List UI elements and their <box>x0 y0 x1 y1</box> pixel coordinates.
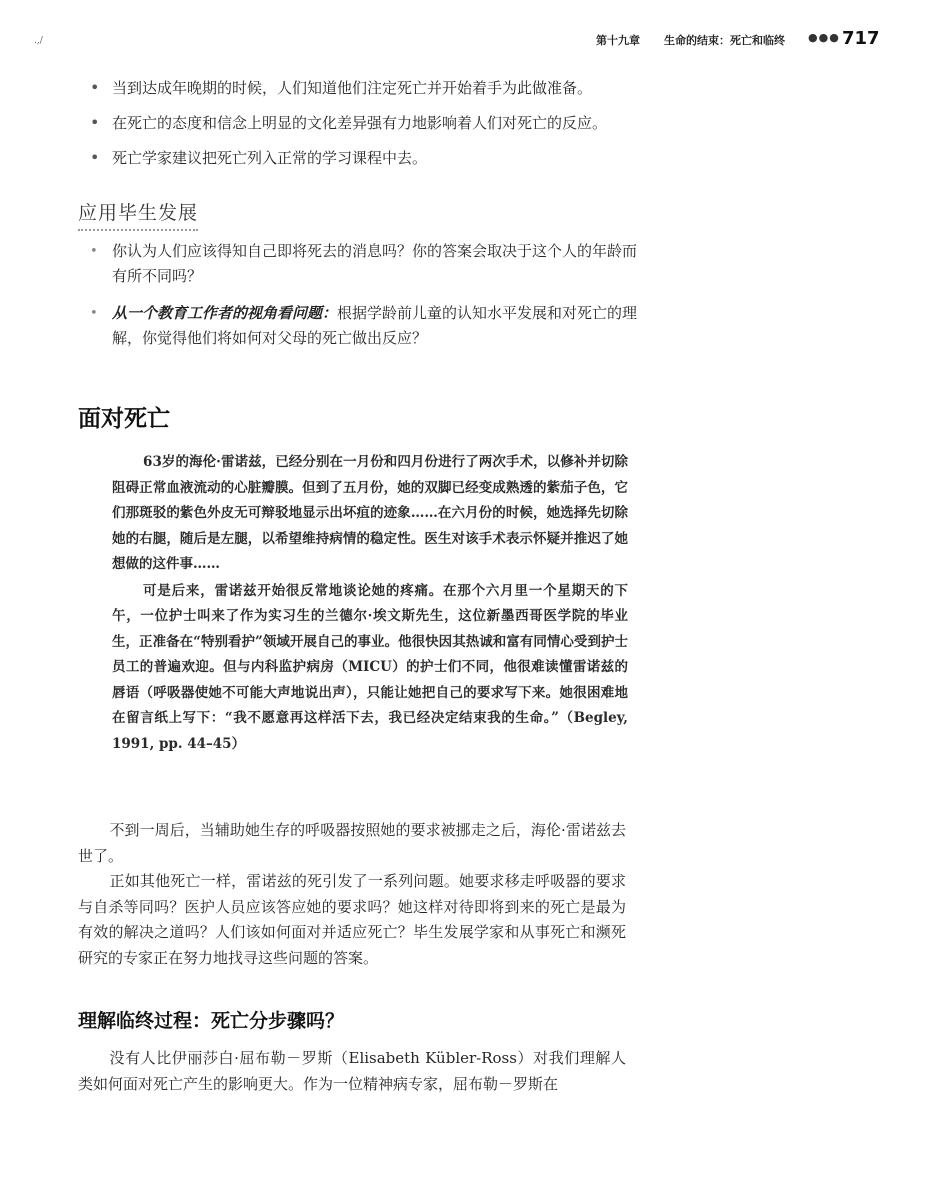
apply-item <box>78 301 638 351</box>
body-text-block <box>78 1046 626 1097</box>
summary-item: • 当到达成年晚期的时候，人们知道他们注定死亡并开始着手为此做准备。 <box>86 78 646 98</box>
quote-paragraph: 可是后来，雷诺兹开始很反常地谈论她的疼痛。在那个六月里一个星期天的下午，一位护士叫来了作为实习生的兰德尔·埃文斯先生，这位新墨西哥医学院的毕业生，正准备在“特别看护”领域开展自己的事业。他很快因其热诚和富有同情心受到护士员工的普遍欢迎。但与内科监护病房（MICU）的护士们不同，他很难读懂雷诺兹的唇语（呼吸器使她不可能大声地说出声），只能让她把自己的要求写下来。她很困难地在留言纸上写下：“我不愿意再这样活下去，我已经决定结束我的生命。”（Begley, 1991, pp. 44–45） <box>112 582 628 752</box>
apply-title: 应用毕生发展 <box>78 198 198 231</box>
apply-section <box>78 198 638 363</box>
subsection-title: 理解临终过程：死亡分步骤吗？ <box>78 1010 345 1032</box>
quote-paragraph: 63岁的海伦·雷诺兹，已经分别在一月份和四月份进行了两次手术，以修补并切除阻碍正常血液流动的心脏瓣膜。但到了五月份，她的双脚已经变成熟透的紫茄子色，它们那斑驳的紫色外皮无可辩驳地显示出坏疽的迹象……在六月份的时候，她选择先切除她的右腿，随后是左腿，以希望维持病情的稳定性。医生对该手术表示怀疑并推迟了她想做的这件事…… <box>112 454 628 572</box>
summary-list <box>86 78 646 183</box>
apply-list <box>78 239 638 351</box>
summary-item: • 死亡学家建议把死亡列入正常的学习课程中去。 <box>86 148 646 168</box>
scan-mark: .,/ <box>34 36 43 46</box>
body-paragraph: 正如其他死亡一样，雷诺兹的死引发了一系列问题。她要求移走呼吸器的要求与自杀等同吗？医护人员应该答应她的要求吗？她这样对待即将到来的死亡是最为有效的解决之道吗？人们该如何面对并适应死亡？毕生发展学家和从事死亡和濒死研究的专家正在努力地找寻这些问题的答案。 <box>78 872 626 967</box>
section-title: 面对死亡 <box>78 406 170 432</box>
running-header <box>0 28 950 52</box>
body-paragraph: 没有人比伊丽莎白·屈布勒－罗斯（Elisabeth Kübler-Ross）对我们理解人类如何面对死亡产生的影响更大。作为一位精神病专家，屈布勒－罗斯在 <box>78 1049 626 1093</box>
body-text-block <box>78 818 626 971</box>
apply-item-text: 根据学龄前儿童的认知水平发展和对死亡的理解，你觉得他们将如何对父母的死亡做出反应？ <box>112 304 638 347</box>
header-chapter: 第十九章 <box>596 34 640 47</box>
header-title: 生命的结束：死亡和临终 <box>664 34 785 47</box>
page-number: 717 <box>842 28 880 49</box>
header-dots: ●●● <box>808 31 840 44</box>
body-paragraph: 不到一周后，当辅助她生存的呼吸器按照她的要求被挪走之后，海伦·雷诺兹去世了。 <box>78 821 626 865</box>
case-quote <box>112 450 628 758</box>
apply-item-prefix: 从一个教育工作者的视角看问题： <box>112 304 338 322</box>
apply-item-text: 你认为人们应该得知自己即将死去的消息吗？你的答案会取决于这个人的年龄而有所不同吗？ <box>112 242 638 285</box>
apply-item <box>78 239 638 289</box>
summary-item: • 在死亡的态度和信念上明显的文化差异强有力地影响着人们对死亡的反应。 <box>86 113 646 133</box>
